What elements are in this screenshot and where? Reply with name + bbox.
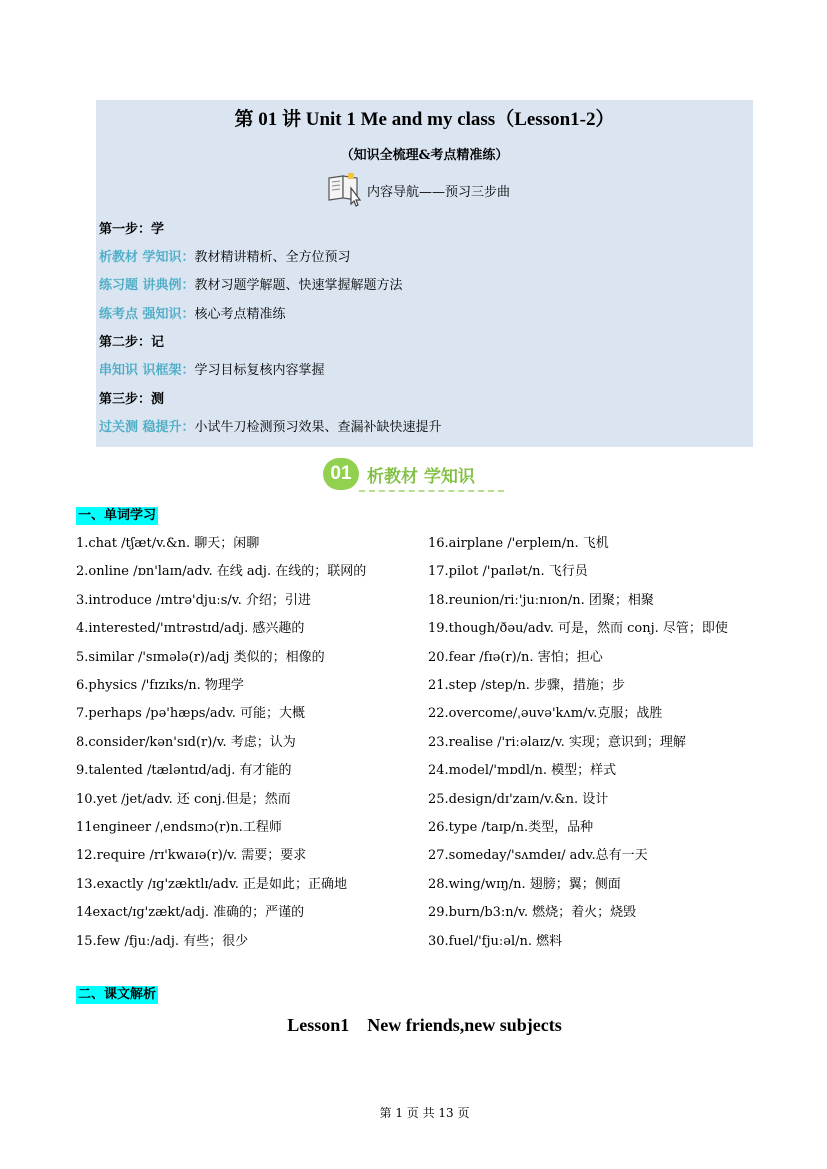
step-text: 教材习题学解题、快速掌握解题方法 (194, 278, 403, 293)
vocab-item: 13.exactly /ɪg'zæktlɪ/adv. 正是如此；正确地 (76, 876, 348, 892)
vocab-item: 19.though/ðəu/adv. 可是，然而 conj. 尽管；即使 (428, 621, 728, 637)
nav-label: 内容导航——预习三步曲 (367, 184, 511, 200)
step-text: 学习目标复核内容掌握 (194, 363, 325, 378)
book-pointer-icon (325, 168, 365, 212)
step-tag: 过关测 稳提升： (99, 420, 195, 435)
step-3-head: 第三步：测 (99, 392, 165, 407)
step-item (99, 249, 351, 267)
lesson-title: Lesson1 New friends,new subjects (287, 1015, 562, 1035)
vocab-item: 11engineer /ˌendsɪnɔ(r)n.工程师 (76, 820, 282, 835)
vocab-item: 21.step /step/n. 步骤，措施；步 (428, 678, 626, 693)
step-tag: 串知识 识框架： (99, 363, 195, 378)
vocab-item: 10.yet /jet/adv. 还 conj.但是；然而 (76, 791, 291, 807)
vocab-item: 27.someday/'sʌmdeɪ/ adv.总有一天 (428, 848, 648, 864)
step-tag: 练考点 强知识： (99, 307, 195, 322)
vocab-item: 20.fear /fɪə(r)/n. 害怕；担心 (428, 649, 603, 665)
document-title: 第 01 讲 Unit 1 Me and my class（Lesson1-2） (234, 109, 615, 130)
vocab-item: 30.fuel/'fjuːəl/n. 燃料 (428, 933, 563, 949)
vocab-item: 14exact/ɪg'zækt/adj. 准确的；严谨的 (76, 905, 305, 921)
vocab-item: 2.online /ɒn'laɪn/adv. 在线 adj. 在线的；联网的 (76, 564, 367, 580)
content-nav (325, 170, 510, 210)
step-2-head: 第二步：记 (99, 335, 165, 350)
vocab-item: 17.pilot /'paɪlət/n. 飞行员 (428, 564, 588, 580)
text-section-head: 二、课文解析 (78, 987, 157, 1002)
step-1-head: 第一步：学 (99, 222, 165, 237)
vocab-item: 9.talented /tæləntɪd/adj. 有才能的 (76, 763, 292, 779)
vocab-item: 4.interested/'ɪntrəstɪd/adj. 感兴趣的 (76, 621, 305, 637)
step-item (99, 362, 325, 380)
vocab-item: 12.require /rɪ'kwaɪə(r)/v. 需要；要求 (76, 848, 307, 864)
document-subtitle: （知识全梳理&考点精准练） (340, 148, 509, 163)
vocab-item: 26.type /taɪp/n.类型，品种 (428, 820, 594, 835)
step-item (99, 306, 286, 324)
step-item (99, 419, 442, 437)
vocab-item: 22.overcome/ˌəuvə'kʌm/v.克服；战胜 (428, 706, 663, 722)
vocab-item: 29.burn/b3:n/v. 燃烧；着火；烧毁 (428, 905, 637, 921)
vocab-item: 23.realise /'riːəlaɪz/v. 实现；意识到；理解 (428, 734, 686, 750)
banner-label: 析教材 学知识 (367, 467, 475, 487)
vocab-item: 16.airplane /'erpleɪn/n. 飞机 (428, 536, 609, 551)
vocab-item: 6.physics /'fɪzɪks/n. 物理学 (76, 678, 244, 693)
vocab-item: 28.wing/wɪŋ/n. 翅膀；翼；侧面 (428, 876, 621, 892)
vocab-item: 18.reunion/riː'juːnɪon/n. 团聚；相聚 (428, 592, 654, 608)
vocab-item: 8.consider/kən'sɪd(r)/v. 考虑；认为 (76, 734, 296, 750)
section-banner (323, 455, 513, 495)
vocab-item: 15.few /fjuː/adj. 有些；很少 (76, 933, 249, 949)
vocab-item: 24.model/'mɒdl/n. 模型；样式 (428, 763, 617, 779)
step-text: 教材精讲精析、全方位预习 (194, 250, 351, 265)
step-text: 小试牛刀检测预习效果、查漏补缺快速提升 (194, 420, 442, 435)
vocab-item: 3.introduce /ɪntrə'djuːs/v. 介绍；引进 (76, 592, 311, 608)
step-tag: 练习题 讲典例： (99, 278, 195, 293)
banner-number: 01 (323, 458, 359, 490)
step-item (99, 277, 403, 295)
vocab-item: 5.similar /'sɪmələ(r)/adj 类似的；相像的 (76, 649, 325, 665)
vocab-section-head: 一、单词学习 (78, 508, 157, 523)
vocab-item: 7.perhaps /pə'hæps/adv. 可能；大概 (76, 706, 305, 722)
page-footer: 第 1 页 共 13 页 (379, 1106, 470, 1120)
step-tag: 析教材 学知识： (99, 250, 195, 265)
step-text: 核心考点精准练 (194, 307, 286, 322)
vocab-item: 1.chat /tʃæt/v.&n. 聊天；闲聊 (76, 536, 260, 551)
vocab-item: 25.design/dɪ'zaɪn/v.&n. 设计 (428, 791, 609, 807)
banner-underline (359, 490, 504, 492)
